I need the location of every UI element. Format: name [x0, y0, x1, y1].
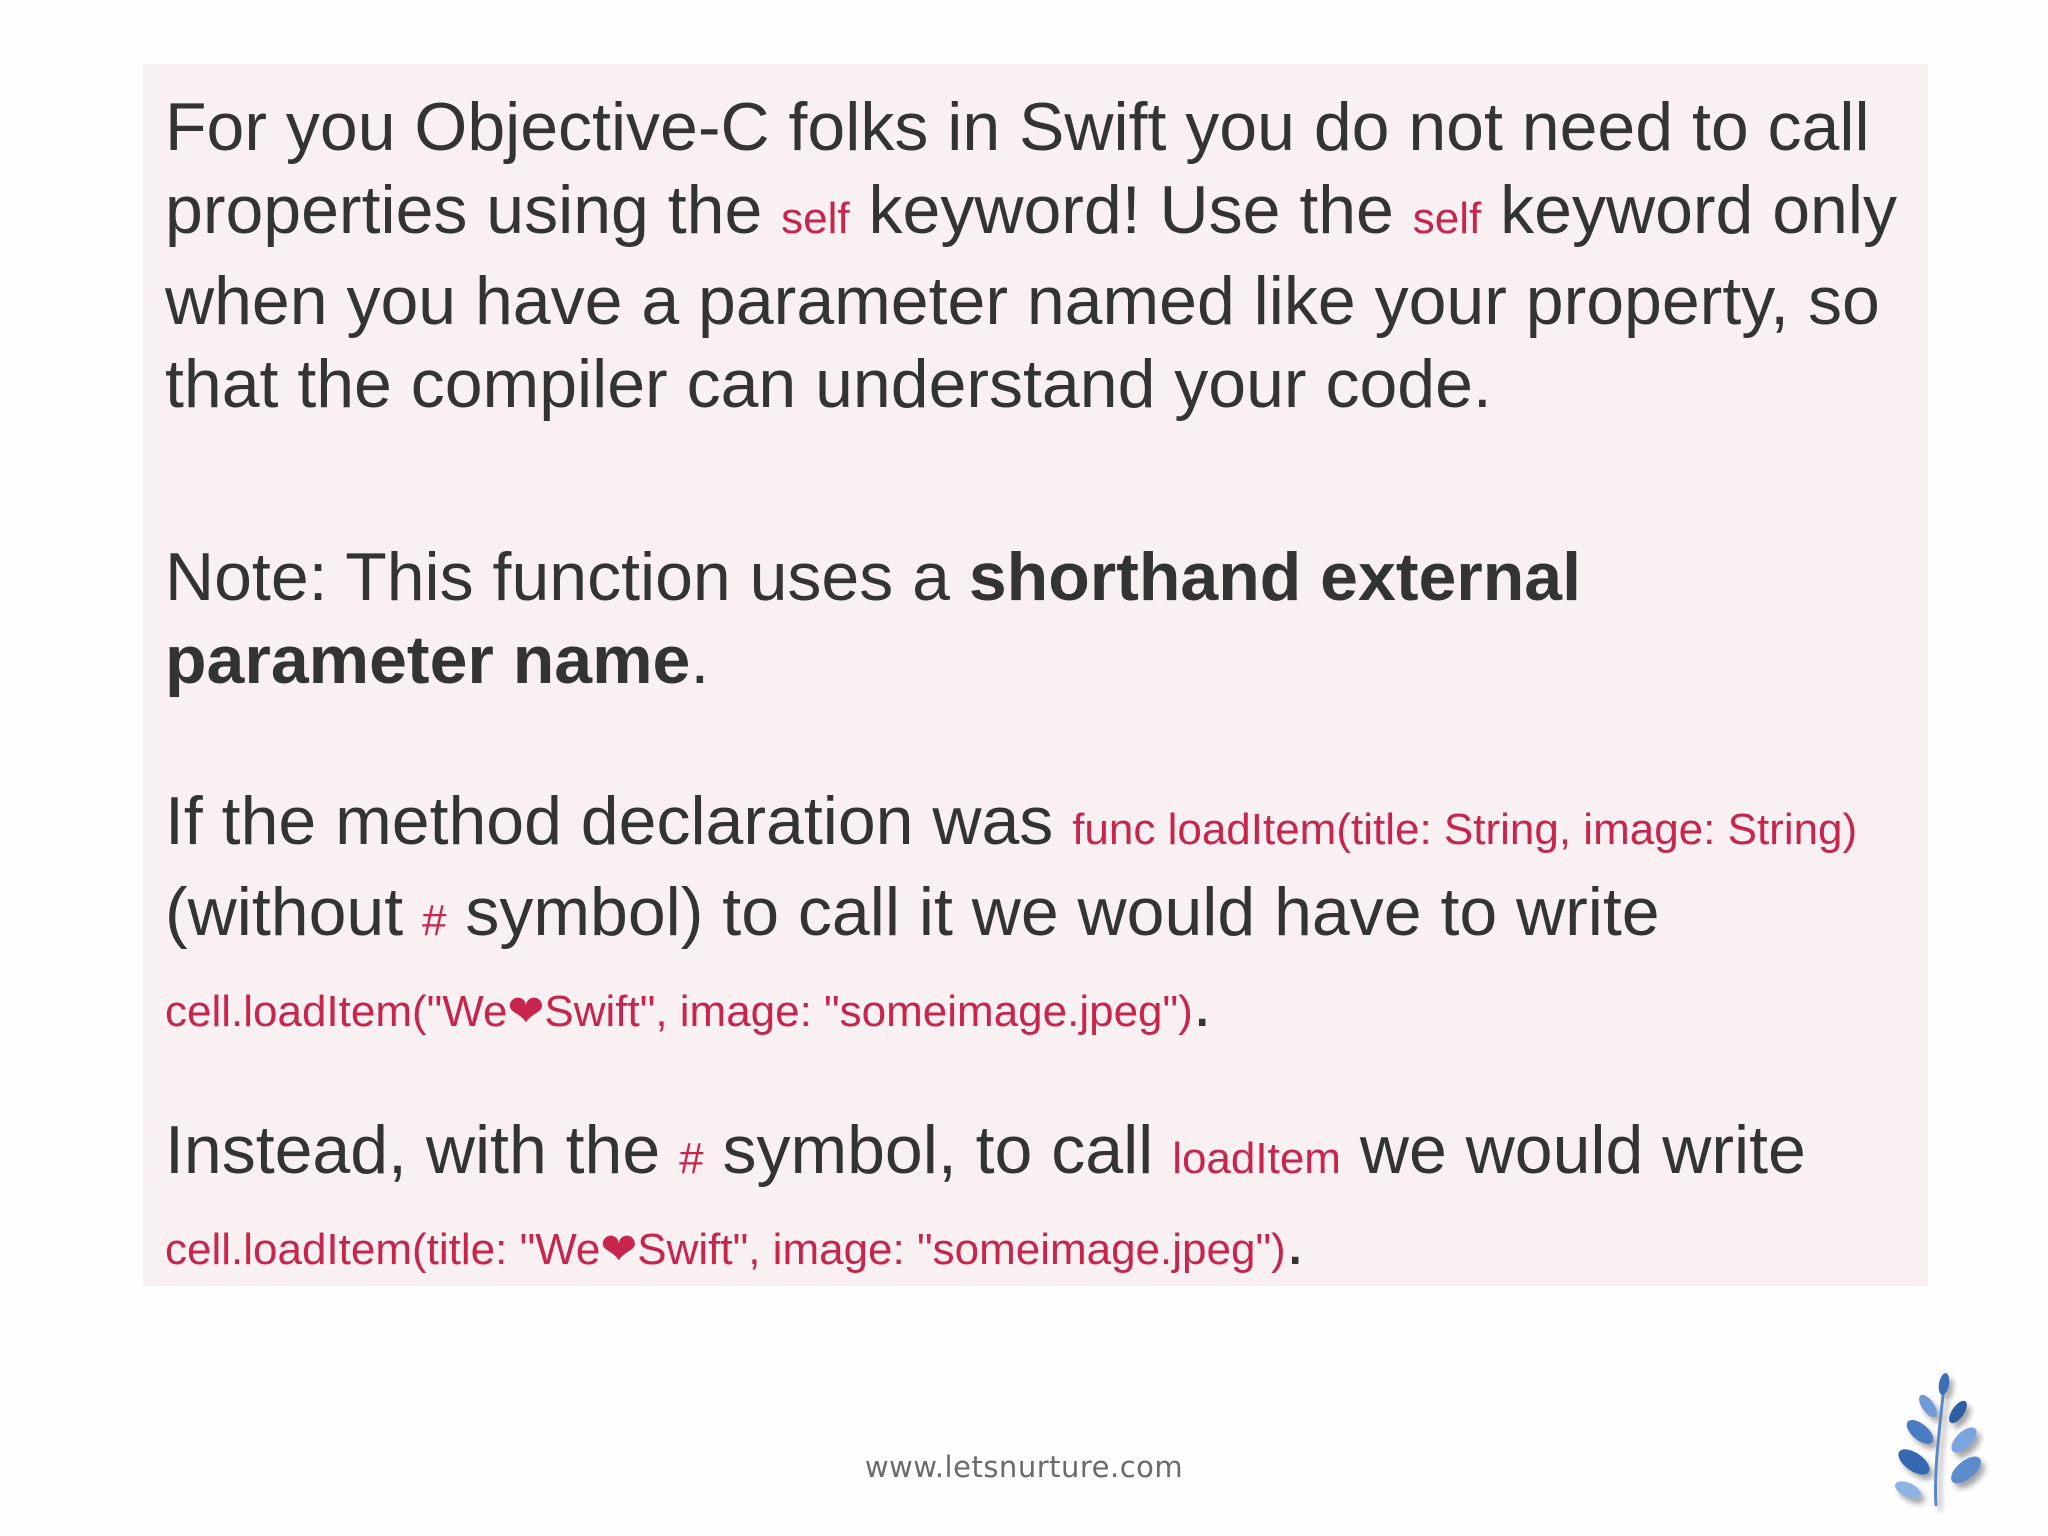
paragraph-self-keyword — [165, 86, 1925, 426]
text-segment: keyword! Use the — [849, 172, 1413, 248]
paragraph-instead — [165, 1109, 1925, 1291]
code-hash-symbol: # — [422, 896, 447, 945]
code-load-item: loadItem — [1172, 1134, 1341, 1183]
text-segment: Instead, with the — [165, 1112, 680, 1188]
text-segment: keyword only when you have a parameter named like your property, so that the compiler can understand your code. — [165, 172, 1897, 422]
leaf-branch-logo-icon — [1878, 1366, 1998, 1516]
text-segment: symbol, to call — [703, 1112, 1173, 1188]
paragraph-note — [165, 536, 1925, 702]
text-segment: we would write — [1340, 1112, 1806, 1188]
code-call-example: cell.loadItem(title: "We❤Swift", image: "someimage.jpeg") — [165, 1225, 1286, 1274]
text-segment: (without — [165, 874, 422, 950]
text-segment: . — [690, 622, 710, 698]
footer-url: www.letsnurture.com — [864, 1450, 1184, 1484]
code-self: self — [781, 194, 850, 243]
paragraph-declaration — [165, 780, 1925, 1053]
code-self: self — [1412, 194, 1482, 243]
text-segment: . — [1285, 1203, 1305, 1279]
bold-term: shorthand external parameter name — [165, 539, 1581, 698]
code-call-example: cell.loadItem("We❤Swift", image: "someimage.jpeg") — [165, 987, 1193, 1036]
text-segment: symbol) to call it we would have to write — [446, 874, 1660, 950]
text-segment: For you Objective-C folks in Swift you do not need to call properties using the — [165, 89, 1870, 248]
text-segment: If the method declaration was — [165, 783, 1073, 859]
text-segment: Note: This function uses a — [165, 539, 969, 615]
text-segment: . — [1192, 965, 1212, 1041]
code-hash-symbol: # — [679, 1134, 704, 1183]
code-func-declaration: func loadItem(title: String, image: String) — [1072, 805, 1858, 854]
